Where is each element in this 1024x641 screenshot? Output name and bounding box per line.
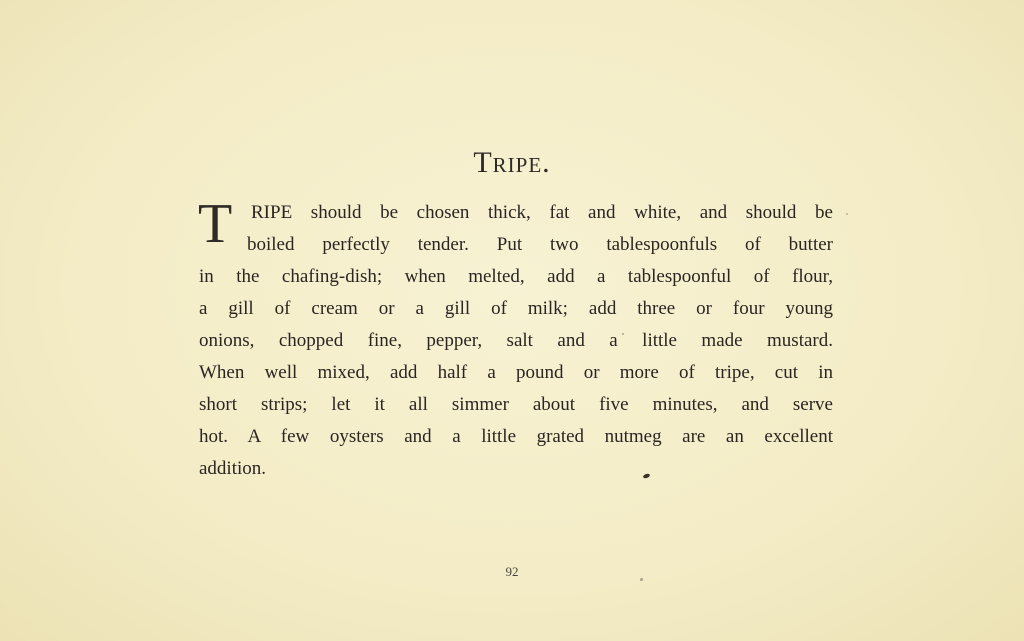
page-number: 92 [505, 564, 519, 579]
text-line-1 [199, 197, 833, 229]
text-line-2 [199, 229, 833, 261]
text-line-6: When well mixed, add half a pound or more of tripe, cut in [199, 362, 833, 383]
text-line-2-content: boiled perfectly tender. Put two tablespoonfuls of butter [247, 234, 833, 255]
paper-speck [846, 213, 848, 215]
text-line-3: in the chafing-dish; when melted, add a tablespoonful of flour, [199, 266, 833, 287]
text-line-8: hot. A few oysters and a little grated nutmeg are an excellent [199, 426, 833, 447]
paper-speck [622, 333, 624, 335]
recipe-body [198, 193, 833, 485]
drop-cap-letter: T [198, 193, 233, 255]
text-line-5: onions, chopped fine, pepper, salt and a little made mustard. [199, 330, 833, 351]
recipe-title: Tripe. [473, 146, 551, 179]
text-line-7: short strips; let it all simmer about five minutes, and serve [199, 394, 833, 415]
text-line-4: a gill of cream or a gill of milk; add three or four young [199, 298, 833, 319]
text-line-1-content: RIPE should be chosen thick, fat and white, and should be [251, 202, 833, 223]
text-line-9: addition. [199, 458, 267, 479]
